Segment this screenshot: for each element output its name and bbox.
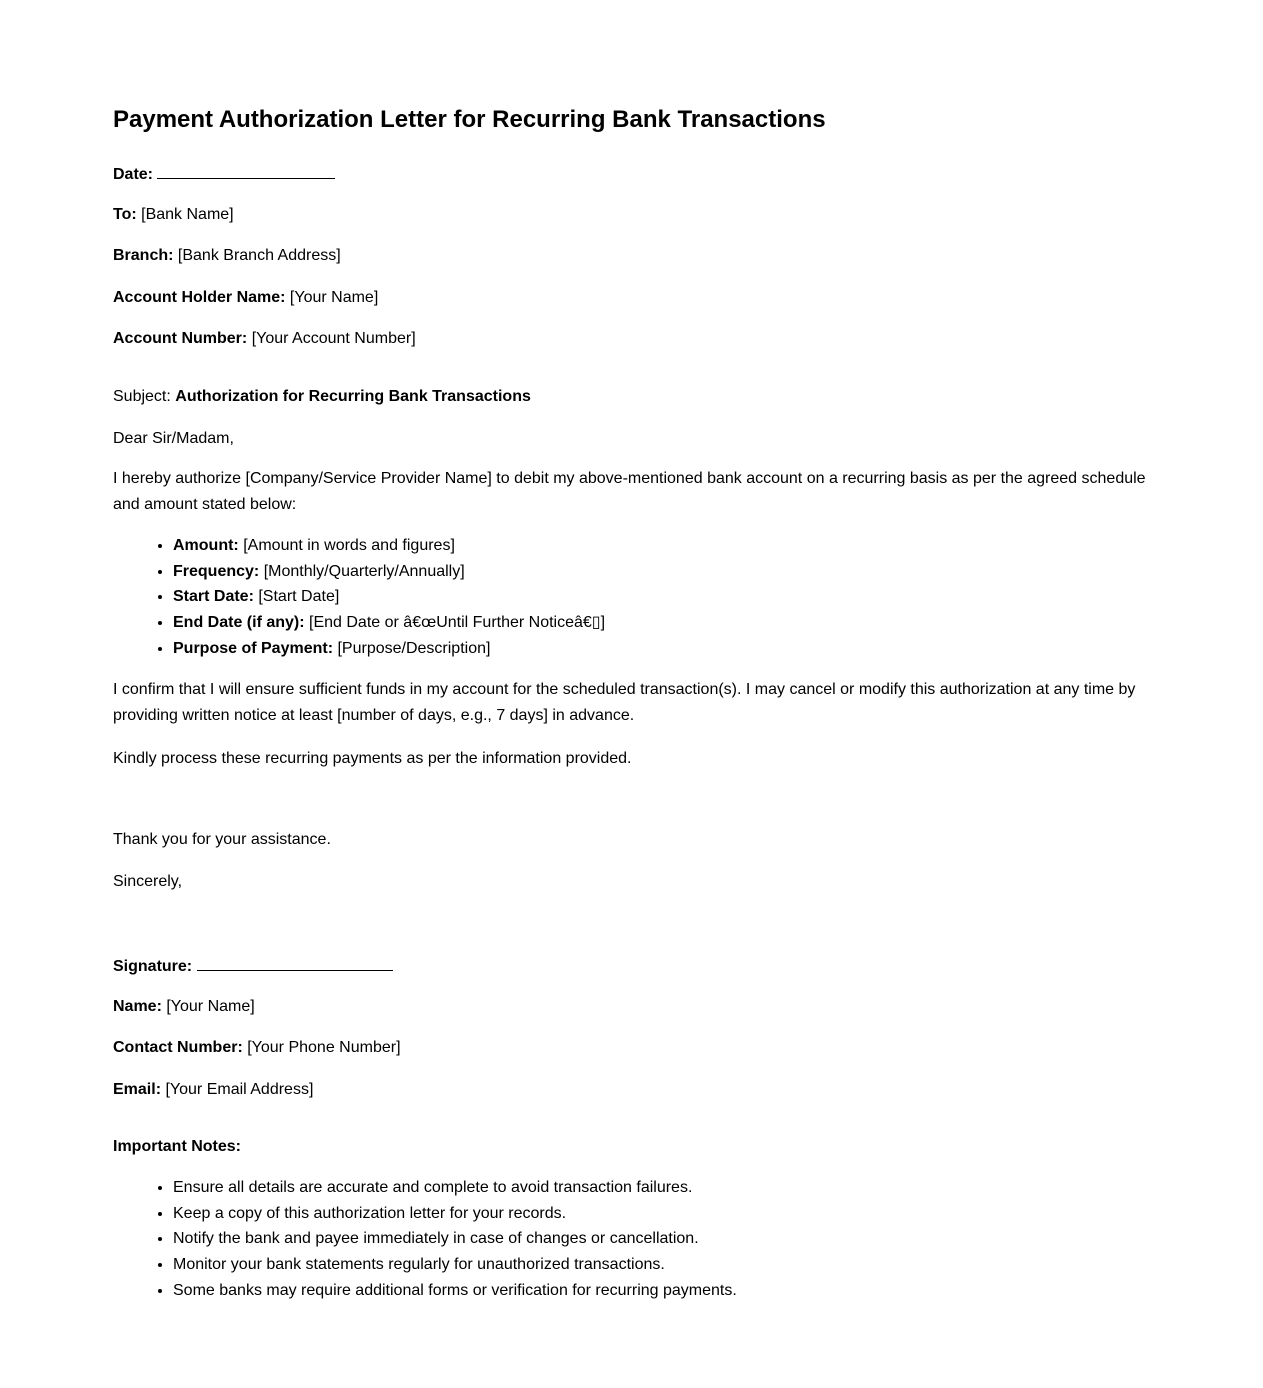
branch-label: Branch: — [113, 247, 174, 264]
list-item: • Keep a copy of this authorization letter for your records. — [173, 1201, 737, 1227]
email-value: [Your Email Address] — [165, 1081, 314, 1098]
contact-label: Contact Number: — [113, 1039, 243, 1056]
name-label: Name: — [113, 998, 162, 1015]
list-item: • Notify the bank and payee immediately in case of changes or cancellation. — [173, 1226, 737, 1252]
list-item — [173, 636, 605, 662]
payment-details-list — [113, 533, 605, 662]
list-item: • Monitor your bank statements regularly for unauthorized transactions. — [173, 1252, 737, 1278]
date-field — [113, 163, 335, 185]
detail-value: [Amount in words and figures] — [243, 537, 455, 554]
email-field — [113, 1080, 313, 1100]
to-label: To: — [113, 206, 137, 223]
subject-prefix: Subject: — [113, 388, 171, 405]
detail-value: [Start Date] — [258, 588, 340, 606]
account-holder-value: [Your Name] — [289, 289, 379, 306]
name-field — [113, 997, 255, 1017]
detail-value: [Purpose/Description] — [337, 639, 491, 657]
account-number-label: Account Number: — [113, 330, 248, 347]
email-label: Email: — [113, 1081, 162, 1098]
branch-field — [113, 246, 341, 266]
detail-value: [End Date or â€œUntil Further Noticeâ€▯] — [309, 614, 606, 632]
detail-value: [Monthly/Quarterly/Annually] — [263, 562, 465, 580]
signature-blank-line — [197, 955, 393, 971]
detail-label: Purpose of Payment: — [173, 639, 334, 657]
list-item: • Some banks may require additional forms or verification for recurring payments. — [173, 1278, 737, 1304]
contact-value: [Your Phone Number] — [247, 1039, 401, 1056]
subject-line — [113, 387, 531, 407]
to-field — [113, 205, 234, 225]
list-item — [173, 559, 605, 585]
confirmation-paragraph: I confirm that I will ensure sufficient funds in my account for the scheduled transaction(s). I may cancel or modify this authorization at any time by providing written notice at least [number of days, e.g., 7 days] in advance. — [113, 681, 1136, 724]
signature-field — [113, 955, 393, 977]
list-item — [173, 533, 605, 559]
closing-line: Sincerely, — [113, 873, 183, 890]
account-holder-field — [113, 288, 378, 308]
salutation: Dear Sir/Madam, — [113, 430, 234, 447]
detail-label: Frequency: — [173, 562, 260, 580]
list-item — [173, 610, 605, 636]
signature-label: Signature: — [113, 958, 193, 975]
contact-field — [113, 1038, 401, 1058]
thanks-line: Thank you for your assistance. — [113, 831, 331, 848]
date-blank-line — [157, 163, 335, 179]
important-notes-list — [113, 1175, 737, 1304]
subject-text: Authorization for Recurring Bank Transactions — [175, 388, 531, 405]
notes-heading: Important Notes: — [113, 1138, 241, 1155]
detail-label: Start Date: — [173, 588, 254, 606]
date-label: Date: — [113, 166, 154, 183]
intro-paragraph: I hereby authorize [Company/Service Provider Name] to debit my above-mentioned bank account on a recurring basis as per the agreed schedule and amount stated below: — [113, 470, 1146, 513]
list-item: • Ensure all details are accurate and complete to avoid transaction failures. — [173, 1175, 737, 1201]
request-paragraph: Kindly process these recurring payments as per the information provided. — [113, 750, 632, 767]
document-title: Payment Authorization Letter for Recurring Bank Transactions — [113, 106, 826, 133]
account-holder-label: Account Holder Name: — [113, 289, 286, 306]
to-value: [Bank Name] — [141, 206, 234, 223]
detail-label: End Date (if any): — [173, 614, 305, 632]
detail-label: Amount: — [173, 537, 239, 554]
list-item — [173, 584, 605, 610]
branch-value: [Bank Branch Address] — [177, 247, 341, 264]
account-number-value: [Your Account Number] — [251, 330, 416, 347]
account-number-field — [113, 329, 416, 349]
name-value: [Your Name] — [166, 998, 255, 1015]
